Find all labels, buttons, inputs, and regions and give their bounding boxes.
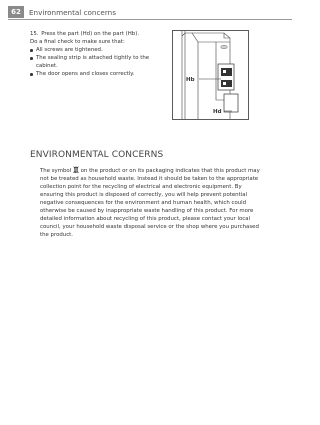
header-divider [8, 19, 292, 20]
section-heading: ENVIRONMENTAL CONCERNS [30, 150, 164, 160]
paragraph-body: on the product or on its packaging indicates that this product may not be treated as household waste. Instead it should be taken to the appropriate collection point for the recycling of electrical and electronic equipment. By ensuring this product is disposed of correctly, you will help prevent potential negative consequences for the environment and human health, which could otherwise be caused by inappropriate waste handling of this product. For more detailed information about recycling of this product, please contact your local council, your household waste disposal service or the shop where you purchased the product. [40, 168, 260, 238]
paragraph-lead: The symbol [40, 168, 73, 174]
label-hd: Hd [213, 109, 222, 115]
environmental-paragraph [40, 166, 262, 239]
final-check-intro: Do a final check to make sure that: [30, 39, 125, 45]
hinge-cover-illustration [172, 30, 249, 120]
hinge-part-hb [218, 64, 234, 90]
check-item-screws: All screws are tightened. [30, 46, 165, 54]
check-item-door: The door opens and closes correctly. [30, 70, 165, 78]
header-section-title: Environmental concerns [29, 7, 116, 17]
cover-part-hd [224, 94, 238, 112]
instruction-step-15: 15. Press the part (Hd) on the part (Hb). [30, 31, 140, 37]
installation-instructions [30, 30, 165, 78]
label-hb: Hb [186, 77, 195, 83]
page-header [8, 6, 292, 18]
check-item-sealing-strip: The sealing strip is attached tightly to the cabinet. [30, 54, 165, 70]
page-number: 62 [8, 6, 24, 18]
final-check-list [30, 46, 165, 78]
screw-icon [221, 45, 227, 49]
